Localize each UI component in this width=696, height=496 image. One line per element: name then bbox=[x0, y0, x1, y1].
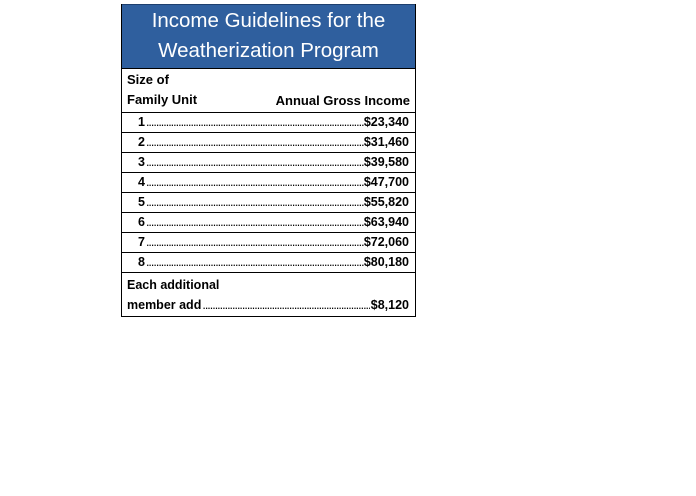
annual-income: $80,180 bbox=[363, 255, 409, 269]
family-size: 4 bbox=[138, 175, 145, 189]
size-header-line-2: Family Unit bbox=[127, 92, 198, 107]
table-title bbox=[122, 4, 415, 69]
dot-leader bbox=[202, 295, 369, 315]
table-row bbox=[122, 233, 415, 253]
dot-leader bbox=[146, 113, 364, 132]
annual-income: $72,060 bbox=[363, 235, 409, 249]
family-size: 2 bbox=[138, 135, 145, 149]
additional-member-label: member add bbox=[127, 298, 202, 312]
size-header-line-1: Size of bbox=[127, 72, 169, 87]
title-line-2: Weatherization Program bbox=[158, 39, 379, 62]
dot-leader bbox=[146, 173, 364, 192]
column-header bbox=[122, 69, 415, 113]
annual-income: $47,700 bbox=[363, 175, 409, 189]
family-size: 1 bbox=[138, 115, 145, 129]
dot-leader bbox=[146, 233, 364, 252]
table-row bbox=[122, 213, 415, 233]
dot-leader bbox=[146, 193, 364, 212]
family-size: 5 bbox=[138, 195, 145, 209]
annual-income: $23,340 bbox=[363, 115, 409, 129]
additional-member-note bbox=[122, 273, 415, 316]
footer-line-2 bbox=[127, 295, 409, 315]
annual-income: $55,820 bbox=[363, 195, 409, 209]
annual-income: $63,940 bbox=[363, 215, 409, 229]
dot-leader bbox=[146, 133, 364, 152]
table-row bbox=[122, 193, 415, 213]
annual-income: $39,580 bbox=[363, 155, 409, 169]
dot-leader bbox=[146, 153, 364, 172]
table-row bbox=[122, 153, 415, 173]
table-row bbox=[122, 133, 415, 153]
table-row bbox=[122, 173, 415, 193]
dot-leader bbox=[146, 253, 364, 272]
title-line-1: Income Guidelines for the bbox=[151, 9, 386, 32]
size-column-header bbox=[127, 70, 197, 110]
annual-income: $31,460 bbox=[363, 135, 409, 149]
family-size: 7 bbox=[138, 235, 145, 249]
income-guidelines-table bbox=[121, 4, 416, 317]
income-column-header: Annual Gross Income bbox=[275, 93, 410, 108]
table-row bbox=[122, 113, 415, 133]
family-size: 6 bbox=[138, 215, 145, 229]
additional-member-amount: $8,120 bbox=[370, 298, 409, 312]
footer-line-1: Each additional bbox=[127, 278, 220, 292]
family-size: 8 bbox=[138, 255, 145, 269]
table-row bbox=[122, 253, 415, 273]
dot-leader bbox=[146, 213, 364, 232]
family-size: 3 bbox=[138, 155, 145, 169]
